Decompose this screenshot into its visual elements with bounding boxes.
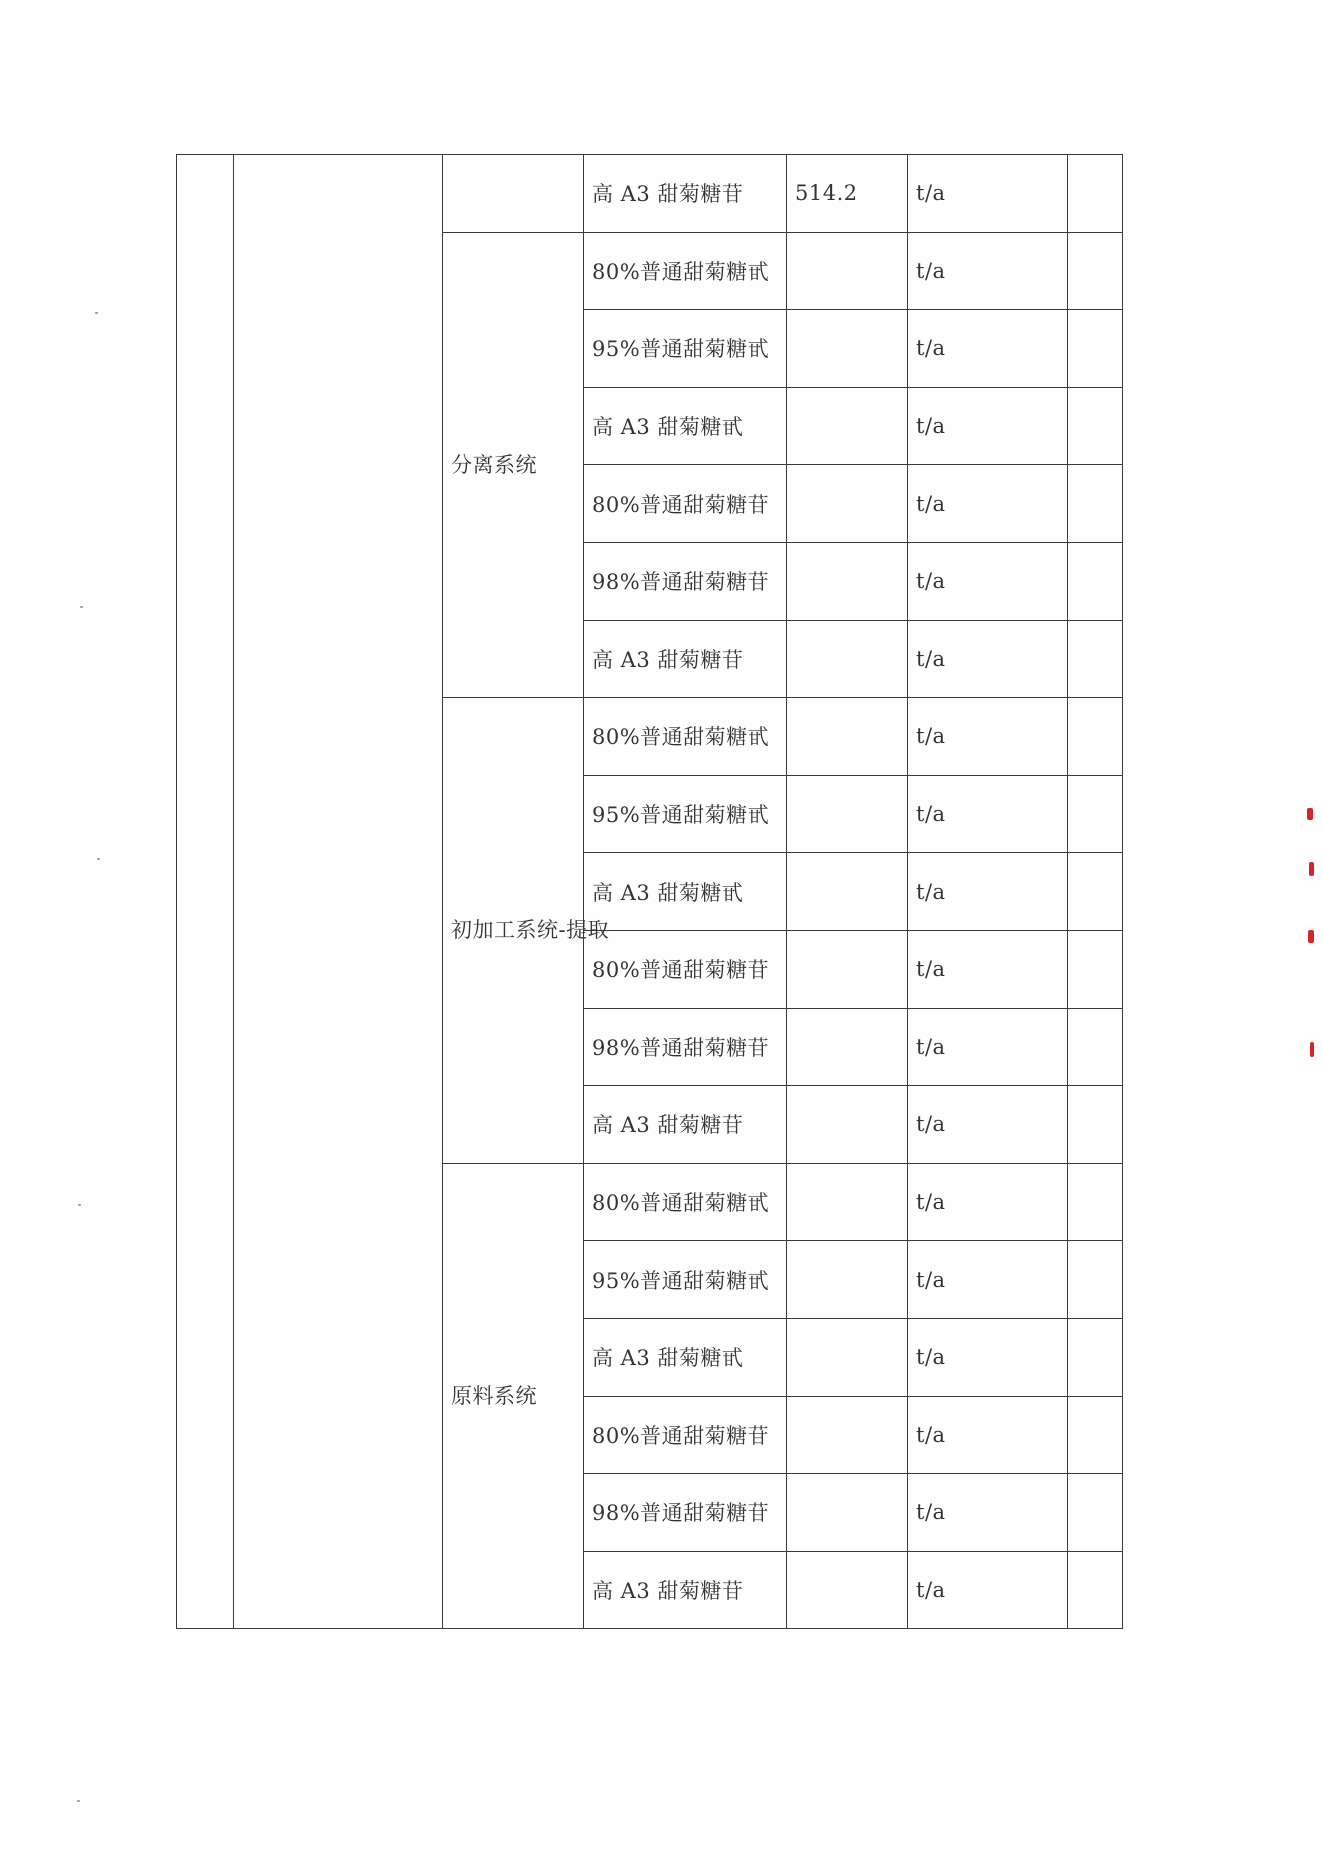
value-cell xyxy=(787,542,908,620)
product-cell: 80%普通甜菊糖苷 xyxy=(584,930,787,1008)
product-cell: 高 A3 甜菊糖苷 xyxy=(584,1086,787,1164)
remark-cell xyxy=(1068,775,1123,853)
system-cell: 分离系统 xyxy=(443,232,584,698)
value-cell xyxy=(787,1163,908,1241)
value-cell xyxy=(787,1551,908,1629)
blank-index-cell xyxy=(177,155,234,1629)
product-cell: 80%普通甜菊糖甙 xyxy=(584,1163,787,1241)
remark-cell xyxy=(1068,542,1123,620)
product-cell: 80%普通甜菊糖苷 xyxy=(584,1396,787,1474)
value-cell xyxy=(787,310,908,388)
value-cell xyxy=(787,853,908,931)
product-cell: 高 A3 甜菊糖苷 xyxy=(584,155,787,233)
product-cell: 95%普通甜菊糖甙 xyxy=(584,775,787,853)
remark-cell xyxy=(1068,698,1123,776)
value-cell xyxy=(787,1318,908,1396)
remark-cell xyxy=(1068,930,1123,1008)
product-cell: 80%普通甜菊糖苷 xyxy=(584,465,787,543)
unit-cell: t/a xyxy=(908,1318,1068,1396)
table-row xyxy=(177,155,1123,233)
value-cell xyxy=(787,1396,908,1474)
value-cell: 514.2 xyxy=(787,155,908,233)
product-cell: 80%普通甜菊糖甙 xyxy=(584,232,787,310)
scan-speck xyxy=(97,858,100,860)
product-cell: 95%普通甜菊糖甙 xyxy=(584,310,787,388)
unit-cell: t/a xyxy=(908,698,1068,776)
seal-fragment-mark xyxy=(1310,1042,1314,1057)
unit-cell: t/a xyxy=(908,1474,1068,1552)
product-cell: 高 A3 甜菊糖苷 xyxy=(584,1551,787,1629)
remark-cell xyxy=(1068,310,1123,388)
value-cell xyxy=(787,1086,908,1164)
unit-cell: t/a xyxy=(908,1086,1068,1164)
product-cell: 95%普通甜菊糖甙 xyxy=(584,1241,787,1319)
unit-cell: t/a xyxy=(908,310,1068,388)
unit-cell: t/a xyxy=(908,465,1068,543)
remark-cell xyxy=(1068,387,1123,465)
remark-cell xyxy=(1068,1008,1123,1086)
value-cell xyxy=(787,930,908,1008)
system-cell: 初加工系统-提取 xyxy=(443,698,584,1164)
value-cell xyxy=(787,698,908,776)
unit-cell: t/a xyxy=(908,853,1068,931)
product-cell: 高 A3 甜菊糖甙 xyxy=(584,387,787,465)
table-body xyxy=(177,155,1123,1629)
remark-cell xyxy=(1068,1474,1123,1552)
value-cell xyxy=(787,1474,908,1552)
unit-cell: t/a xyxy=(908,232,1068,310)
seal-fragment-mark xyxy=(1309,862,1314,876)
scan-speck xyxy=(77,1800,80,1802)
remark-cell xyxy=(1068,465,1123,543)
seal-fragment-mark xyxy=(1307,808,1313,820)
system-cell-continued xyxy=(443,155,584,233)
unit-cell: t/a xyxy=(908,1396,1068,1474)
remark-cell xyxy=(1068,1551,1123,1629)
unit-cell: t/a xyxy=(908,1551,1068,1629)
remark-cell xyxy=(1068,232,1123,310)
unit-cell: t/a xyxy=(908,775,1068,853)
product-cell: 98%普通甜菊糖苷 xyxy=(584,1008,787,1086)
product-cell: 高 A3 甜菊糖甙 xyxy=(584,853,787,931)
remark-cell xyxy=(1068,1396,1123,1474)
value-cell xyxy=(787,775,908,853)
unit-cell: t/a xyxy=(908,542,1068,620)
value-cell xyxy=(787,1241,908,1319)
remark-cell xyxy=(1068,1163,1123,1241)
product-cell: 80%普通甜菊糖甙 xyxy=(584,698,787,776)
product-cell: 98%普通甜菊糖苷 xyxy=(584,1474,787,1552)
unit-cell: t/a xyxy=(908,620,1068,698)
scan-speck xyxy=(80,606,83,608)
unit-cell: t/a xyxy=(908,155,1068,233)
value-cell xyxy=(787,1008,908,1086)
product-cell: 高 A3 甜菊糖苷 xyxy=(584,620,787,698)
unit-cell: t/a xyxy=(908,1241,1068,1319)
remark-cell xyxy=(1068,1318,1123,1396)
product-capacity-table xyxy=(176,154,1123,1629)
value-cell xyxy=(787,232,908,310)
remark-cell xyxy=(1068,853,1123,931)
unit-cell: t/a xyxy=(908,930,1068,1008)
scan-speck xyxy=(78,1204,81,1206)
value-cell xyxy=(787,620,908,698)
unit-cell: t/a xyxy=(908,1163,1068,1241)
product-cell: 98%普通甜菊糖苷 xyxy=(584,542,787,620)
product-cell: 高 A3 甜菊糖甙 xyxy=(584,1318,787,1396)
remark-cell xyxy=(1068,1241,1123,1319)
remark-cell xyxy=(1068,1086,1123,1164)
remark-cell xyxy=(1068,155,1123,233)
unit-cell: t/a xyxy=(908,387,1068,465)
blank-category-cell xyxy=(234,155,443,1629)
value-cell xyxy=(787,387,908,465)
value-cell xyxy=(787,465,908,543)
remark-cell xyxy=(1068,620,1123,698)
system-cell: 原料系统 xyxy=(443,1163,584,1629)
seal-fragment-mark xyxy=(1308,930,1314,943)
scan-speck xyxy=(95,312,98,314)
unit-cell: t/a xyxy=(908,1008,1068,1086)
